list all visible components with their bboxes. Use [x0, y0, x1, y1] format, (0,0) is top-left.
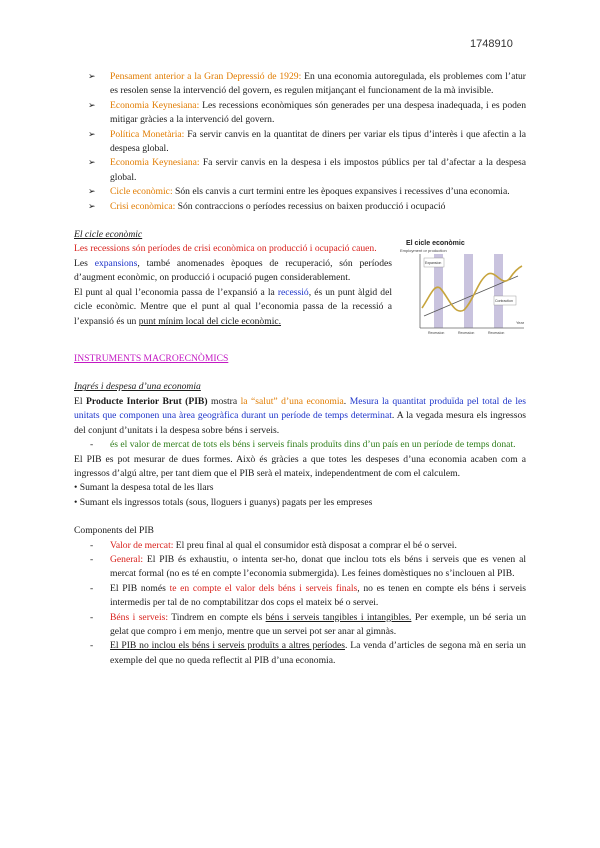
document-body	[74, 70, 526, 668]
list-item: ➢ Economia Keynesiana: Les recessions econòmiques són generades per una despesa inadequada, i es poden mitigar gràcies a la intervenció del govern.	[88, 99, 526, 126]
list-item: - El PIB només te en compte el valor dels béns i serveis finals, no es tenen en compte els béns i serveis intermedis per tal de no comptabilitzar dos cops el mateix bé o servei.	[90, 582, 526, 609]
cycle-figure	[400, 238, 526, 338]
list-item: ➢ Economia Keynesiana: Fa servir canvis en la despesa i els impostos públics per tal d’afectar a la despesa global.	[88, 157, 526, 183]
cycle-text	[74, 228, 392, 338]
arrow-bullet-icon: ➢	[88, 187, 96, 198]
bullet-list	[74, 70, 526, 214]
list-item: • Sumant la despesa total de les llars	[74, 482, 214, 494]
arrow-bullet-icon: ➢	[88, 72, 96, 82]
subheading: Ingrés i despesa d’una economia	[74, 381, 201, 393]
list-item: - Béns i serveis: Tindrem en compte els béns i serveis tangibles i intangibles. Per exemple, un bé seria un gelat que compro i em menjo, mentre que un servei pot ser anar al gimnàs.	[90, 611, 526, 637]
list-item: ➢ Cicle econòmic: Són els canvis a curt termini entre les èpoques expansives i recessives d’una economia.	[74, 185, 526, 199]
list-item: ➢ Pensament anterior a la Gran Depressió de 1929: En una economia autoregulada, els problemes com l’atur es resolen sense la intervenció del govern, es regulen mitjançant el funcionament de la mà invisible.	[88, 71, 527, 97]
arrow-bullet-icon: ➢	[88, 129, 96, 140]
document-id: 1748910	[470, 38, 513, 50]
list-item: • Sumant els ingressos totals (sous, lloguers i guanys) pagats per les empreses	[74, 496, 373, 508]
x-tick-label: Recession	[458, 331, 475, 336]
paragraph: Les recessions són períodes de crisi econòmica on producció i ocupació cauen.	[74, 243, 377, 255]
list-item: - General: El PIB és exhaustiu, o intenta ser-ho, donat que inclou tots els béns i serveis que es venen al mercat formal (no es té en compte l’economia submergida). Les feines domèstiques no s’inclouen al PIB.	[90, 553, 526, 580]
list-item: ➢ Política Monetària: Fa servir canvis en la quantitat de diners per variar els tipus d’interès i que afectin a la despesa global.	[88, 128, 526, 155]
arrow-bullet-icon: ➢	[88, 201, 96, 212]
annotation-contraction: Contraction	[495, 299, 513, 304]
paragraph: El PIB es pot mesurar de dues formes. Això és gràcies a que totes les despeses d’una economia acaben com a ingressos d’algú altre, per tant diem que el PIB serà el mateix, independentment de com el calculem.	[74, 453, 526, 479]
chart-title: El cicle econòmic	[406, 240, 465, 248]
section-heading: El cicle econòmic	[74, 229, 143, 241]
chart-xlabel: Year	[516, 320, 525, 326]
list-item: ➢ Crisi econòmica: Són contraccions o períodes recessius on baixen producció i ocupació	[74, 200, 526, 214]
x-tick-label: Recession	[488, 331, 505, 336]
recession-band	[464, 254, 473, 328]
x-tick-label: Recession	[428, 331, 445, 336]
arrow-bullet-icon: ➢	[88, 158, 96, 169]
chart-ylabel: Employment or production	[400, 248, 447, 254]
cycle-diagram	[400, 238, 526, 338]
list-item: - és el valor de mercat de tots els béns i serveis finals produïts dins d’un país en un període de temps donat.	[90, 439, 516, 451]
list-item: - El PIB no inclou els béns i serveis produïts a altres períodes. La venda d’articles de segona mà en seria un exemple del que no queda reflectit al PIB d’una economia.	[90, 640, 526, 666]
arrow-bullet-icon: ➢	[88, 100, 96, 111]
paragraph: Les expansions, també anomenades èpoques de recuperació, són períodes d’augment econòmic, on producció i ocupació pugen considerablement.	[74, 257, 392, 284]
paragraph: El punt al qual l’economia passa de l’expansió a la recessió, és un punt àlgid del cicle econòmic. Mentre que el punt al qual l’economia passa de la recessió a l’expansió és un punt mínim local del cicle econòmic.	[74, 286, 393, 327]
paragraph: El Producte Interior Brut (PIB) mostra la “salut” d’una economia. Mesura la quantitat produïda pel total de les unitats que componen una àrea geogràfica durant un període de temps determinat. A la vegada mesura els ingressos del conjunt d’unitats i la despesa sobre béns i serveis.	[74, 395, 526, 436]
recession-band	[494, 254, 503, 328]
annotation-expansion: Expansion	[425, 261, 442, 266]
subheading: Components del PIB	[74, 525, 154, 537]
list-item: - Valor de mercat: El preu final al qual el consumidor està disposat a comprar el bé o servei.	[90, 539, 457, 551]
cycle-section	[74, 228, 526, 338]
section-title: INSTRUMENTS MACROECNÒMICS	[74, 353, 229, 365]
